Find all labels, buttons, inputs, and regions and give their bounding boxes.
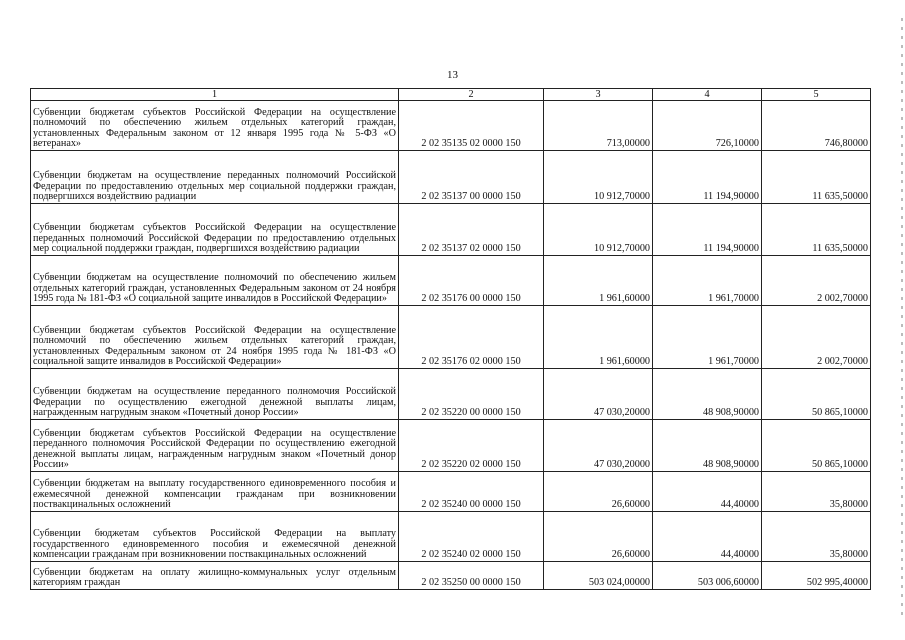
row-description: Субвенции бюджетам на выплату государственного единовременного пособия и ежемесячной денежной компенсации гражданам при возникновении поствакцинальных осложнений bbox=[31, 472, 399, 512]
row-value-col5: 11 635,50000 bbox=[762, 204, 871, 256]
row-value-col3: 47 030,20000 bbox=[544, 420, 653, 472]
column-header-2: 2 bbox=[399, 89, 544, 101]
row-value-col3: 47 030,20000 bbox=[544, 369, 653, 420]
row-value-col5: 502 995,40000 bbox=[762, 562, 871, 590]
row-code: 2 02 35176 02 0000 150 bbox=[399, 306, 544, 369]
row-value-col5: 2 002,70000 bbox=[762, 306, 871, 369]
row-value-col4: 44,40000 bbox=[653, 472, 762, 512]
row-value-col3: 503 024,00000 bbox=[544, 562, 653, 590]
table-row bbox=[31, 151, 871, 204]
table-row bbox=[31, 512, 871, 562]
table-header-row bbox=[31, 89, 871, 101]
row-value-col5: 2 002,70000 bbox=[762, 256, 871, 306]
page-number: 13 bbox=[447, 69, 458, 81]
row-value-col3: 713,00000 bbox=[544, 101, 653, 151]
table-row bbox=[31, 369, 871, 420]
row-value-col4: 11 194,90000 bbox=[653, 151, 762, 204]
row-description: Субвенции бюджетам субъектов Российской Федерации на осуществление переданных полномочий Российской Федерации по предоставлению отдельных мер социальной поддержки граждан, подвергшихся воздействию радиации bbox=[31, 204, 399, 256]
row-value-col4: 11 194,90000 bbox=[653, 204, 762, 256]
row-value-col5: 35,80000 bbox=[762, 512, 871, 562]
column-header-4: 4 bbox=[653, 89, 762, 101]
row-value-col5: 50 865,10000 bbox=[762, 420, 871, 472]
table-row bbox=[31, 472, 871, 512]
row-value-col5: 746,80000 bbox=[762, 101, 871, 151]
row-value-col4: 726,10000 bbox=[653, 101, 762, 151]
row-value-col4: 1 961,70000 bbox=[653, 306, 762, 369]
row-code: 2 02 35135 02 0000 150 bbox=[399, 101, 544, 151]
row-code: 2 02 35137 00 0000 150 bbox=[399, 151, 544, 204]
row-value-col4: 503 006,60000 bbox=[653, 562, 762, 590]
row-value-col5: 11 635,50000 bbox=[762, 151, 871, 204]
row-value-col5: 50 865,10000 bbox=[762, 369, 871, 420]
row-value-col3: 26,60000 bbox=[544, 512, 653, 562]
row-description: Субвенции бюджетам на осуществление переданных полномочий Российской Федерации по предоставлению отдельных мер социальной поддержки граждан, подвергшихся воздействию радиации bbox=[31, 151, 399, 204]
row-code: 2 02 35176 00 0000 150 bbox=[399, 256, 544, 306]
row-description: Субвенции бюджетам субъектов Российской Федерации на осуществление полномочий по обеспечению жильем отдельных категорий граждан, установленных Федеральным законом от 12 января 1995 года № 5-ФЗ «О ветеранах» bbox=[31, 101, 399, 151]
row-value-col3: 26,60000 bbox=[544, 472, 653, 512]
table-row bbox=[31, 256, 871, 306]
column-header-3: 3 bbox=[544, 89, 653, 101]
row-value-col4: 48 908,90000 bbox=[653, 369, 762, 420]
row-description: Субвенции бюджетам субъектов Российской Федерации на выплату государственного единовременного пособия и ежемесячной денежной компенсации гражданам при возникновении поствакцинальных осложнений bbox=[31, 512, 399, 562]
row-value-col3: 1 961,60000 bbox=[544, 256, 653, 306]
row-code: 2 02 35250 00 0000 150 bbox=[399, 562, 544, 590]
row-code: 2 02 35240 02 0000 150 bbox=[399, 512, 544, 562]
table-row bbox=[31, 562, 871, 590]
row-code: 2 02 35240 00 0000 150 bbox=[399, 472, 544, 512]
row-code: 2 02 35220 02 0000 150 bbox=[399, 420, 544, 472]
row-value-col4: 44,40000 bbox=[653, 512, 762, 562]
row-value-col3: 1 961,60000 bbox=[544, 306, 653, 369]
column-header-5: 5 bbox=[762, 89, 871, 101]
row-code: 2 02 35137 02 0000 150 bbox=[399, 204, 544, 256]
row-description: Субвенции бюджетам субъектов Российской Федерации на осуществление переданного полномочия Российской Федерации по осуществлению ежегодной денежной выплаты лицам, награжденным нагрудным знаком «Почетный донор России» bbox=[31, 420, 399, 472]
row-value-col4: 48 908,90000 bbox=[653, 420, 762, 472]
row-description: Субвенции бюджетам на оплату жилищно-коммунальных услуг отдельным категориям граждан bbox=[31, 562, 399, 590]
row-code: 2 02 35220 00 0000 150 bbox=[399, 369, 544, 420]
row-value-col3: 10 912,70000 bbox=[544, 204, 653, 256]
row-value-col4: 1 961,70000 bbox=[653, 256, 762, 306]
column-header-1: 1 bbox=[31, 89, 399, 101]
table-row bbox=[31, 204, 871, 256]
row-description: Субвенции бюджетам на осуществление переданного полномочия Российской Федерации по осуществлению ежегодной денежной выплаты лицам, награжденным нагрудным знаком «Почетный донор России» bbox=[31, 369, 399, 420]
row-description: Субвенции бюджетам субъектов Российской Федерации на осуществление полномочий по обеспечению жильем отдельных категорий граждан, установленных Федеральным законом от 24 ноября 1995 года № 181-ФЗ «О социальной защите инвалидов в Российской Федерации» bbox=[31, 306, 399, 369]
scan-edge-marks bbox=[901, 18, 903, 618]
budget-table bbox=[30, 88, 871, 590]
row-description: Субвенции бюджетам на осуществление полномочий по обеспечению жильем отдельных категорий граждан, установленных Федеральным законом от 24 ноября 1995 года № 181-ФЗ «О социальной защите инвалидов в Российской Федерации» bbox=[31, 256, 399, 306]
row-value-col3: 10 912,70000 bbox=[544, 151, 653, 204]
table-row bbox=[31, 420, 871, 472]
row-value-col5: 35,80000 bbox=[762, 472, 871, 512]
table-row bbox=[31, 101, 871, 151]
table-row bbox=[31, 306, 871, 369]
